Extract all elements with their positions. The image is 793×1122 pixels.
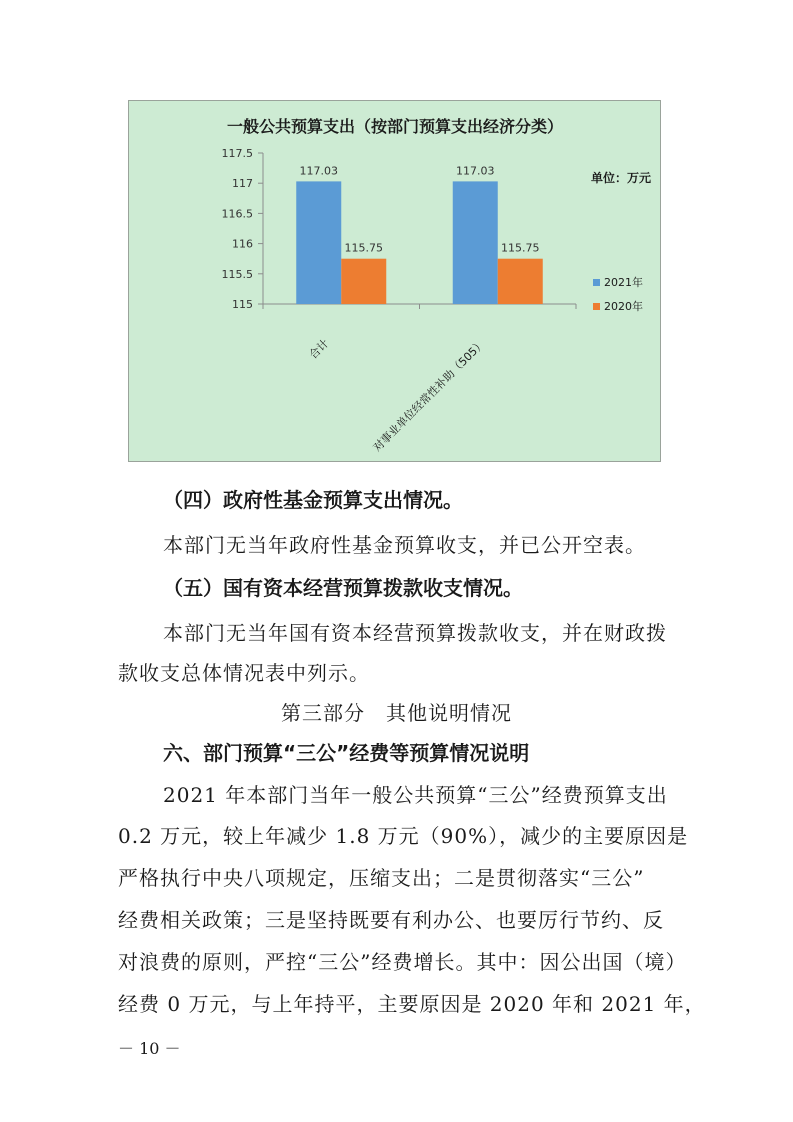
x-category-label: 合计 [306, 336, 332, 362]
data-label: 115.75 [344, 241, 383, 255]
y-tick-label: 116.5 [221, 207, 253, 221]
bar [341, 259, 386, 304]
x-category-label: 对事业单位经常性补助（505） [370, 336, 488, 455]
y-tick-label: 116 [232, 237, 253, 251]
bar [498, 259, 543, 304]
legend-label: 2021年 [604, 276, 643, 289]
chart-svg [129, 101, 662, 463]
data-label: 117.03 [299, 164, 338, 178]
section6-heading: 六、部门预算“三公”经费等预算情况说明 [163, 741, 530, 765]
part3-title: 第三部分 其他说明情况 [281, 701, 512, 725]
section4-text: 本部门无当年政府性基金预算收支，并已公开空表。 [163, 533, 646, 557]
section6-line: 2021 年本部门当年一般公共预算“三公”经费预算支出 [163, 783, 668, 807]
section6-line: 严格执行中央八项规定，压缩支出；二是贯彻落实“三公” [118, 866, 645, 890]
unit-label: 单位：万元 [591, 171, 652, 185]
section5-text-line1: 本部门无当年国有资本经营预算拨款收支，并在财政拨 [163, 621, 667, 645]
data-label: 117.03 [456, 164, 495, 178]
section6-line: 对浪费的原则，严控“三公”经费增长。其中：因公出国（境） [118, 950, 687, 974]
y-tick-label: 117.5 [221, 147, 253, 160]
section5-text-line2: 款收支总体情况表中列示。 [118, 661, 370, 685]
bar [296, 181, 341, 304]
bar [453, 181, 498, 304]
section6-line: 经费相关政策；三是坚持既要有利办公、也要厉行节约、反 [118, 908, 664, 932]
data-label: 115.75 [501, 241, 540, 255]
section6-line: 0.2 万元，较上年减少 1.8 万元（90%），减少的主要原因是 [118, 824, 689, 848]
budget-chart [128, 100, 661, 462]
legend-swatch [593, 303, 600, 310]
y-tick-label: 117 [232, 177, 253, 191]
y-tick-label: 115.5 [221, 267, 253, 281]
section4-heading: （四）政府性基金预算支出情况。 [163, 488, 463, 512]
y-tick-label: 115 [232, 298, 253, 311]
legend-label: 2020年 [604, 300, 643, 313]
chart-title: 一般公共预算支出（按部门预算支出经济分类） [226, 117, 564, 136]
section5-heading: （五）国有资本经营预算拨款收支情况。 [163, 576, 523, 600]
section6-line: 经费 0 万元，与上年持平，主要原因是 2020 年和 2021 年， [118, 992, 706, 1016]
page-number: － 10 － [118, 1039, 181, 1058]
legend-swatch [593, 279, 600, 286]
